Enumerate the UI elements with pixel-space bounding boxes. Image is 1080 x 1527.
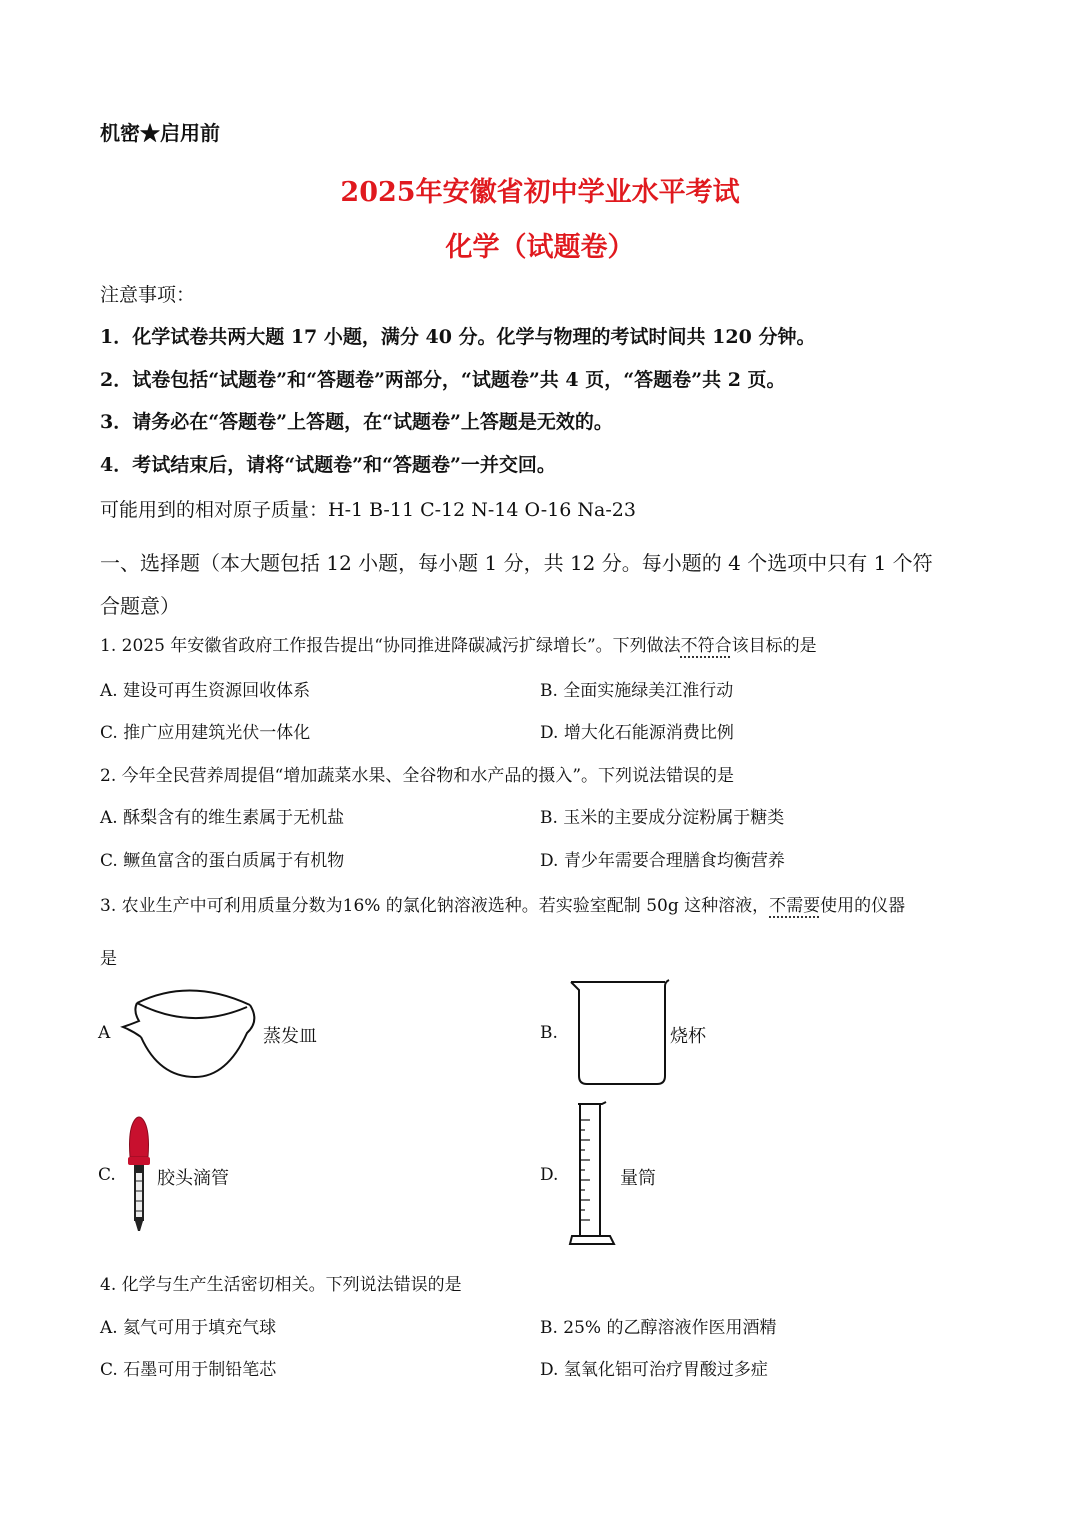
q4-option-d[interactable]: D. 氢氧化铝可治疗胃酸过多症: [540, 1360, 768, 1380]
q3-option-c-label: 胶头滴管: [157, 1168, 229, 1189]
q3-option-a-letter[interactable]: A: [98, 1023, 111, 1043]
question-3-stem-post: 使用的仪器: [820, 896, 906, 916]
question-2-stem: 2. 今年全民营养周提倡“增加蔬菜水果、全谷物和水产品的摄入”。下列说法错误的是: [100, 766, 735, 786]
q1-option-c[interactable]: C. 推广应用建筑光伏一体化: [100, 723, 311, 743]
q1-option-b[interactable]: B. 全面实施绿美江淮行动: [540, 681, 734, 701]
question-1-stem-pre: 1. 2025 年安徽省政府工作报告提出“协同推进降碳减污扩绿增长”。下列做法: [100, 636, 681, 656]
graduated-cylinder-icon[interactable]: [568, 1100, 618, 1250]
q3-option-b-letter[interactable]: B.: [540, 1023, 558, 1043]
q3-option-d-label: 量筒: [620, 1168, 656, 1189]
section-heading-line1: 一、选择题（本大题包括 12 小题，每小题 1 分，共 12 分。每小题的 4 个选项中只有 1 个符: [100, 551, 933, 575]
secret-label: 机密★启用前: [100, 121, 220, 145]
q1-option-d[interactable]: D. 增大化石能源消费比例: [540, 723, 734, 743]
dropper-icon[interactable]: [122, 1113, 156, 1233]
section-heading-line2: 合题意）: [100, 594, 180, 618]
exam-title: 2025年安徽省初中学业水平考试: [340, 177, 740, 208]
notice-item: 3．请务必在“答题卷”上答题，在“试题卷”上答题是无效的。: [100, 411, 613, 433]
question-1-emphasis: 不符合: [680, 636, 732, 656]
evaporating-dish-icon[interactable]: [115, 985, 265, 1085]
q2-option-b[interactable]: B. 玉米的主要成分淀粉属于糖类: [540, 808, 785, 828]
notice-heading: 注意事项：: [100, 284, 196, 306]
question-3-emphasis: 不需要: [769, 896, 821, 916]
atomic-mass-line: 可能用到的相对原子质量：H-1 B-11 C-12 N-14 O-16 Na-23: [100, 499, 636, 521]
q4-option-a[interactable]: A. 氦气可用于填充气球: [100, 1318, 277, 1338]
q4-option-c[interactable]: C. 石墨可用于制铅笔芯: [100, 1360, 277, 1380]
question-3-stem: [100, 891, 905, 916]
notice-item: 2．试卷包括“试题卷”和“答题卷”两部分，“试题卷”共 4 页，“答题卷”共 2 页。: [100, 369, 786, 391]
question-1-stem: [100, 631, 817, 656]
question-4-stem: 4. 化学与生产生活密切相关。下列说法错误的是: [100, 1275, 462, 1295]
exam-subtitle: 化学（试题卷）: [445, 232, 635, 263]
beaker-icon[interactable]: [565, 976, 675, 1088]
question-3-stem-line2: 是: [100, 949, 117, 969]
q4-option-b[interactable]: B. 25% 的乙醇溶液作医用酒精: [540, 1318, 777, 1338]
q3-option-d-letter[interactable]: D.: [540, 1165, 559, 1185]
q1-option-a[interactable]: A. 建设可再生资源回收体系: [100, 681, 311, 701]
q2-option-a[interactable]: A. 酥梨含有的维生素属于无机盐: [100, 808, 345, 828]
notice-item: 1．化学试卷共两大题 17 小题，满分 40 分。化学与物理的考试时间共 120 分钟。: [100, 326, 816, 348]
q3-option-a-label: 蒸发皿: [263, 1026, 317, 1047]
q2-option-c[interactable]: C. 鳜鱼富含的蛋白质属于有机物: [100, 851, 345, 871]
q3-option-c-letter[interactable]: C.: [98, 1165, 116, 1185]
q2-option-d[interactable]: D. 青少年需要合理膳食均衡营养: [540, 851, 785, 871]
notice-item: 4．考试结束后，请将“试题卷”和“答题卷”一并交回。: [100, 454, 556, 476]
question-3-stem-pre: 3. 农业生产中可利用质量分数为16% 的氯化钠溶液选种。若实验室配制 50g 这种溶液，: [100, 896, 770, 916]
q3-option-b-label: 烧杯: [670, 1026, 706, 1047]
question-1-stem-post: 该目标的是: [731, 636, 817, 656]
